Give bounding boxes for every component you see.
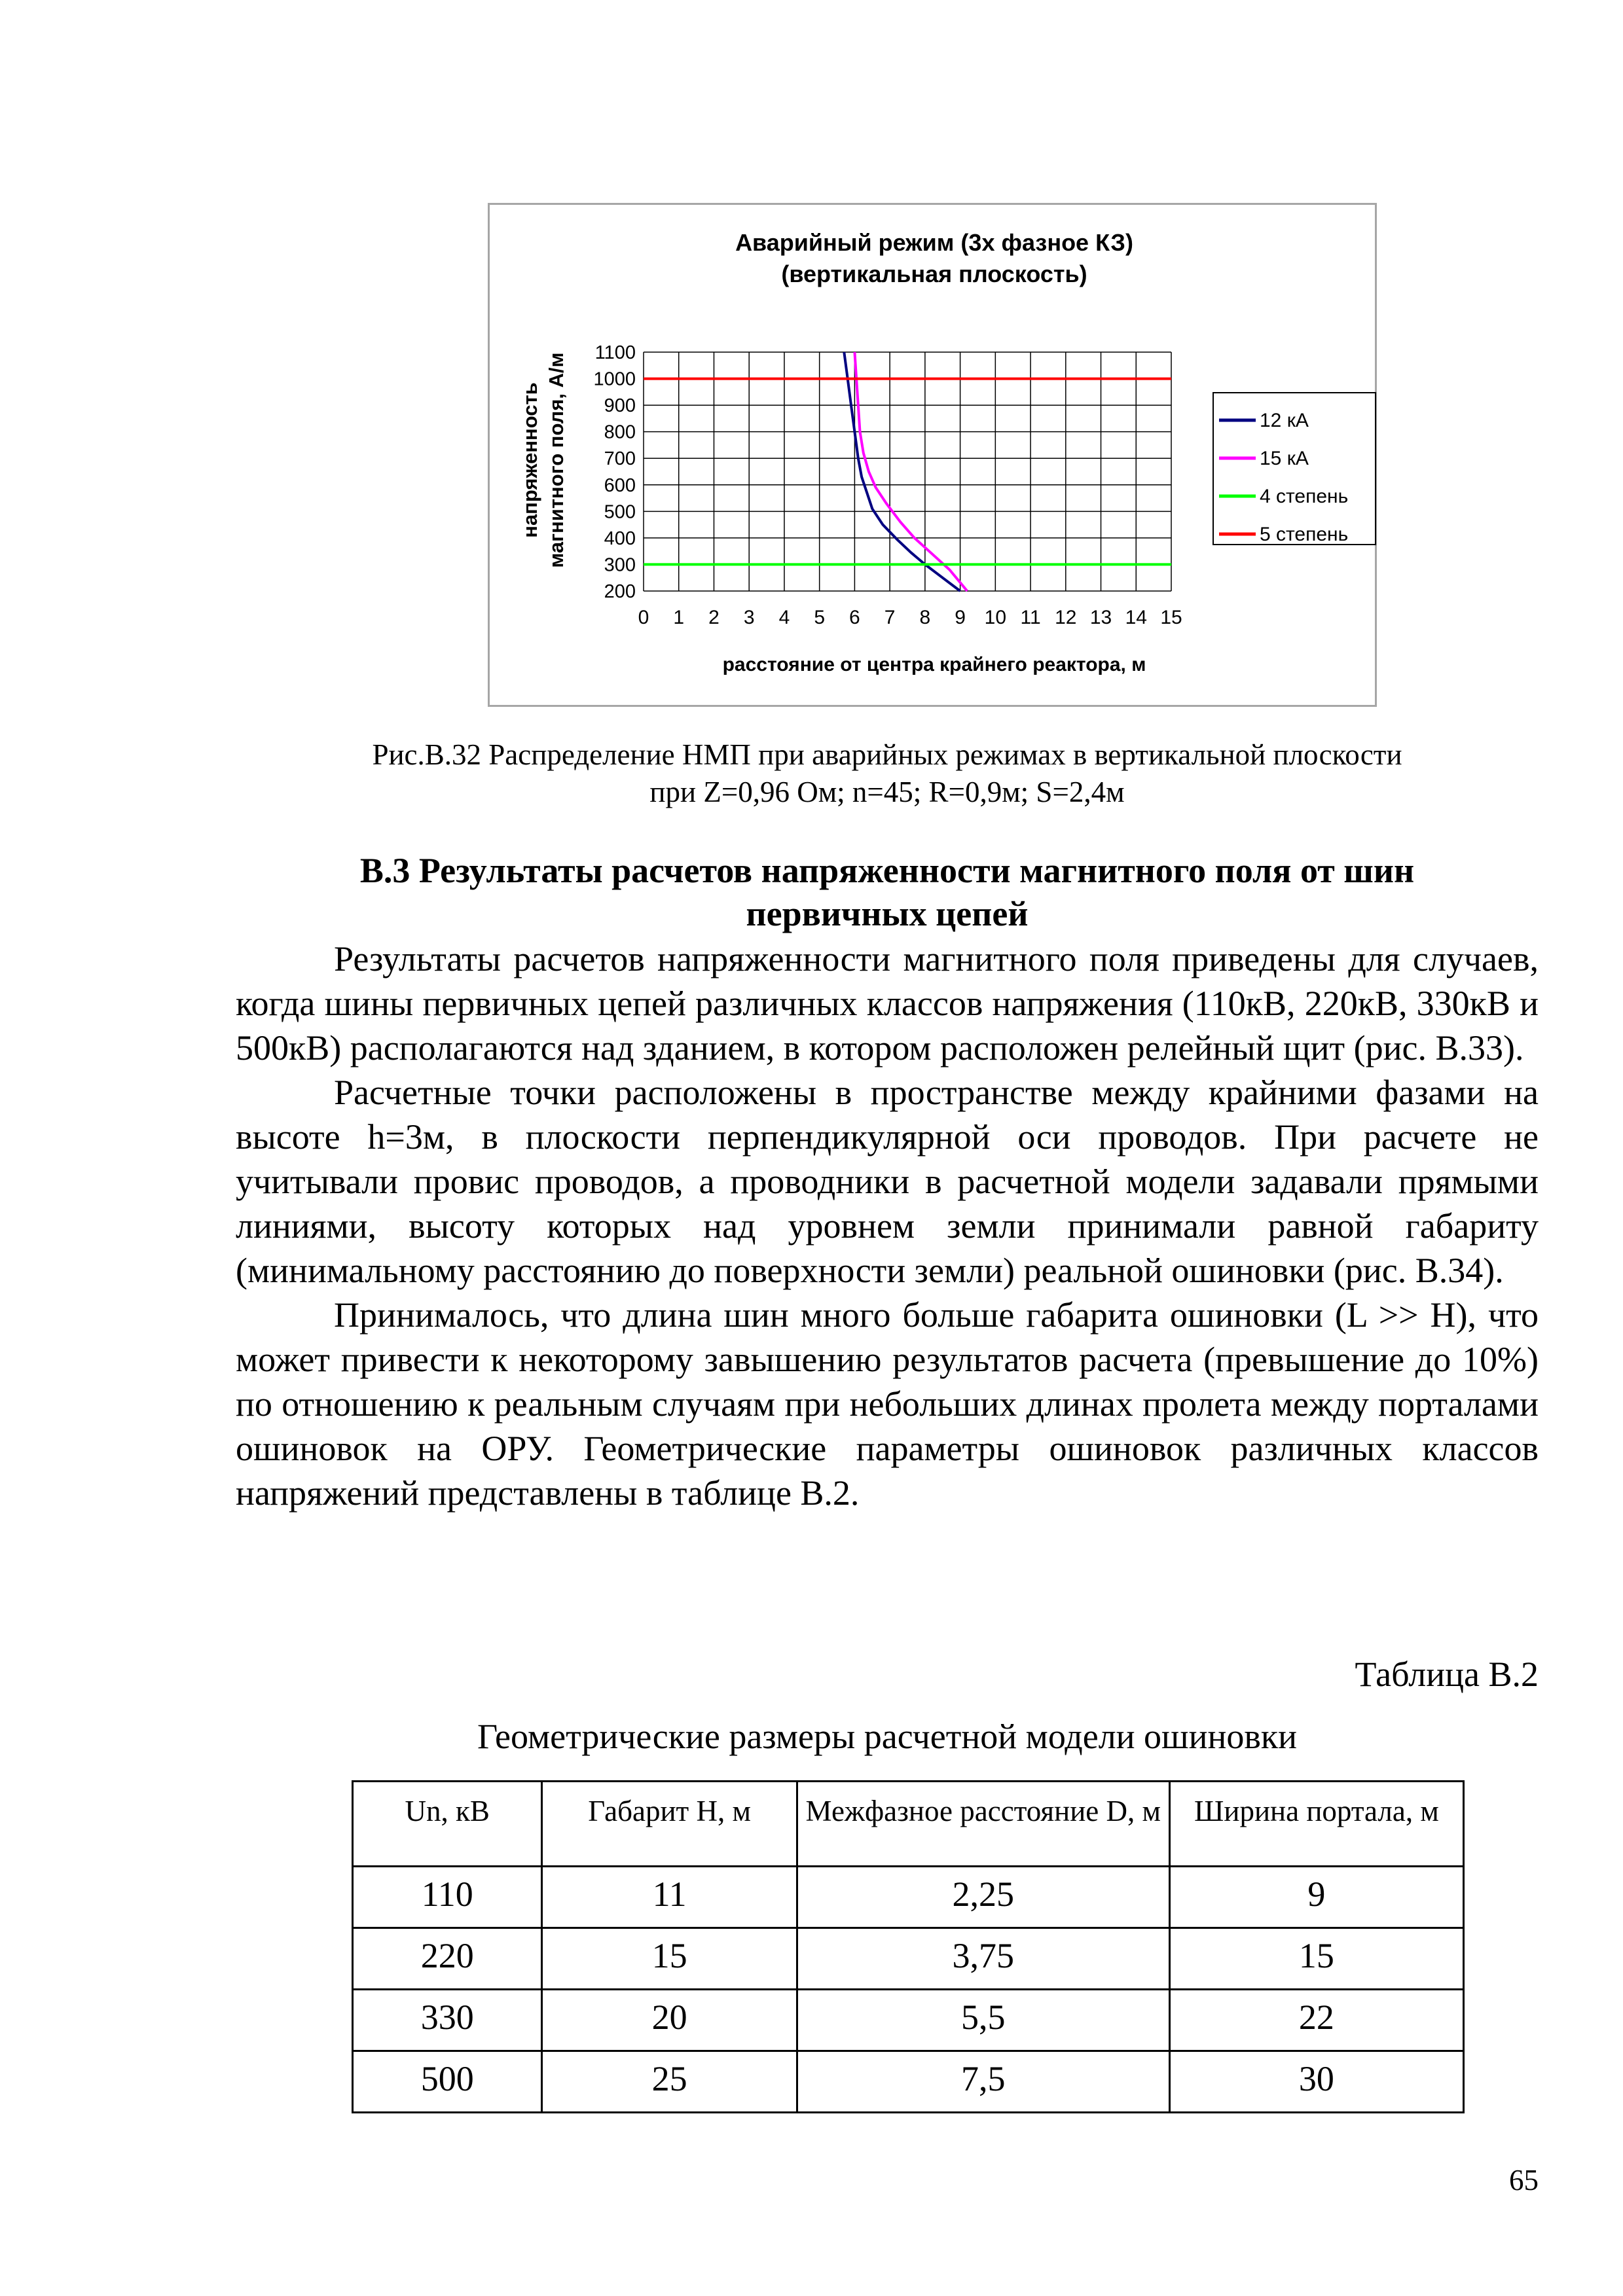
table-row	[353, 2051, 1464, 2113]
y-tick-label: 500	[604, 501, 636, 523]
table-cell: 2,25	[797, 1867, 1169, 1928]
header-portal-width: Ширина портала, м	[1169, 1782, 1463, 1867]
y-tick-label: 200	[604, 581, 636, 602]
table-title: Геометрические размеры расчетной модели ошиновки	[477, 1717, 1298, 1756]
geometry-table	[352, 1780, 1465, 2113]
table-cell: 3,75	[797, 1928, 1169, 1990]
chart-subtitle: (вертикальная плоскость)	[781, 260, 1087, 287]
y-tick-label: 700	[604, 448, 636, 470]
x-tick-label: 9	[955, 607, 966, 628]
y-tick-label: 300	[604, 554, 636, 576]
legend-label: 15 кА	[1260, 448, 1309, 469]
table-header-row	[353, 1782, 1464, 1867]
table-cell: 9	[1169, 1867, 1463, 1928]
y-tick-label: 1000	[593, 368, 636, 390]
table-cell: 220	[353, 1928, 542, 1990]
y-tick-label: 600	[604, 475, 636, 496]
table-cell: 15	[1169, 1928, 1463, 1990]
table-cell: 110	[353, 1867, 542, 1928]
x-tick-label: 8	[919, 607, 931, 628]
table-cell: 330	[353, 1990, 542, 2051]
table-cell: 22	[1169, 1990, 1463, 2051]
table-cell: 500	[353, 2051, 542, 2113]
table-row	[353, 1990, 1464, 2051]
x-tick-label: 5	[814, 607, 826, 628]
table-row	[353, 1928, 1464, 1990]
x-tick-label: 7	[884, 607, 896, 628]
series-line-1	[844, 352, 960, 591]
x-tick-label: 11	[1020, 607, 1041, 628]
figure-caption-line1: Рис.В.32 Распределение НМП при аварийных режимах в вертикальной плоскости	[372, 738, 1402, 771]
plot-area	[593, 342, 1182, 628]
table-cell: 7,5	[797, 2051, 1169, 2113]
header-phase-distance: Межфазное расстояние D, м	[797, 1782, 1169, 1867]
table-cell: 15	[542, 1928, 797, 1990]
x-axis-label: расстояние от центра крайнего реактора, м	[722, 654, 1146, 675]
table-cell: 11	[542, 1867, 797, 1928]
x-tick-label: 14	[1125, 607, 1147, 628]
legend-label: 5 степень	[1260, 524, 1349, 545]
x-tick-label: 2	[708, 607, 720, 628]
section-heading-line2: первичных цепей	[746, 894, 1029, 933]
header-un: Un, кВ	[353, 1782, 542, 1867]
y-axis-label-line1: напряженность	[519, 382, 541, 538]
x-tick-label: 0	[638, 607, 649, 628]
chart-frame	[488, 203, 1377, 707]
x-tick-label: 3	[743, 607, 755, 628]
legend-label: 12 кА	[1260, 410, 1309, 431]
series-line-2	[854, 352, 967, 591]
x-tick-label: 10	[984, 607, 1007, 628]
paragraph-1: Результаты расчетов напряженности магнитного поля приведены для случаев, когда шины первичных цепей различных классов напряжения (110кВ, 220кВ, 330кВ и 500кВ) располагаются над зданием, в котором расположен релейный щит (рис. В.33).	[236, 939, 1539, 1067]
chart-title: Аварийный режим (3х фазное КЗ)	[735, 229, 1133, 256]
page-number: 65	[1509, 2164, 1539, 2197]
y-axis-label-line2: магнитного поля, А/м	[545, 352, 568, 568]
x-tick-label: 4	[778, 607, 790, 628]
y-tick-label: 900	[604, 395, 636, 417]
section-body	[236, 937, 1539, 1515]
figure-caption-line2: при Z=0,96 Ом; n=45; R=0,9м; S=2,4м	[649, 776, 1125, 808]
x-tick-label: 13	[1089, 607, 1112, 628]
x-tick-label: 12	[1055, 607, 1077, 628]
table-label: Таблица В.2	[1355, 1655, 1539, 1694]
y-tick-label: 1100	[594, 342, 636, 363]
y-tick-label: 400	[604, 528, 636, 549]
paragraph-2: Расчетные точки расположены в пространстве между крайними фазами на высоте h=3м, в плоскости перпендикулярной оси проводов. При расчете не учитывали провис проводов, а проводники в расчетной модели задавали прямыми линиями, высоту которых над уровнем земли принимали равной габариту (минимальному расстоянию до поверхности земли) реальной ошиновки (рис. В.34).	[236, 1073, 1539, 1290]
x-tick-label: 1	[673, 607, 685, 628]
x-tick-label: 15	[1160, 607, 1182, 628]
table-row	[353, 1867, 1464, 1928]
header-gabarit: Габарит H, м	[542, 1782, 797, 1867]
section-heading-line1: В.3 Результаты расчетов напряженности магнитного поля от шин	[359, 851, 1415, 890]
table-cell: 20	[542, 1990, 797, 2051]
table-cell: 5,5	[797, 1990, 1169, 2051]
x-tick-label: 6	[849, 607, 860, 628]
chart	[490, 205, 1379, 709]
paragraph-3: Принималось, что длина шин много больше габарита ошиновки (L >> H), что может привести к некоторому завышению результатов расчета (превышение до 10%) по отношению к реальным случаям при небольших длинах пролета между порталами ошиновок на ОРУ. Геометрические параметры ошиновок различных классов напряжений представлены в таблице В.2.	[236, 1295, 1539, 1513]
table-cell: 30	[1169, 2051, 1463, 2113]
legend-label: 4 степень	[1260, 486, 1349, 507]
table-cell: 25	[542, 2051, 797, 2113]
y-tick-label: 800	[604, 422, 636, 443]
